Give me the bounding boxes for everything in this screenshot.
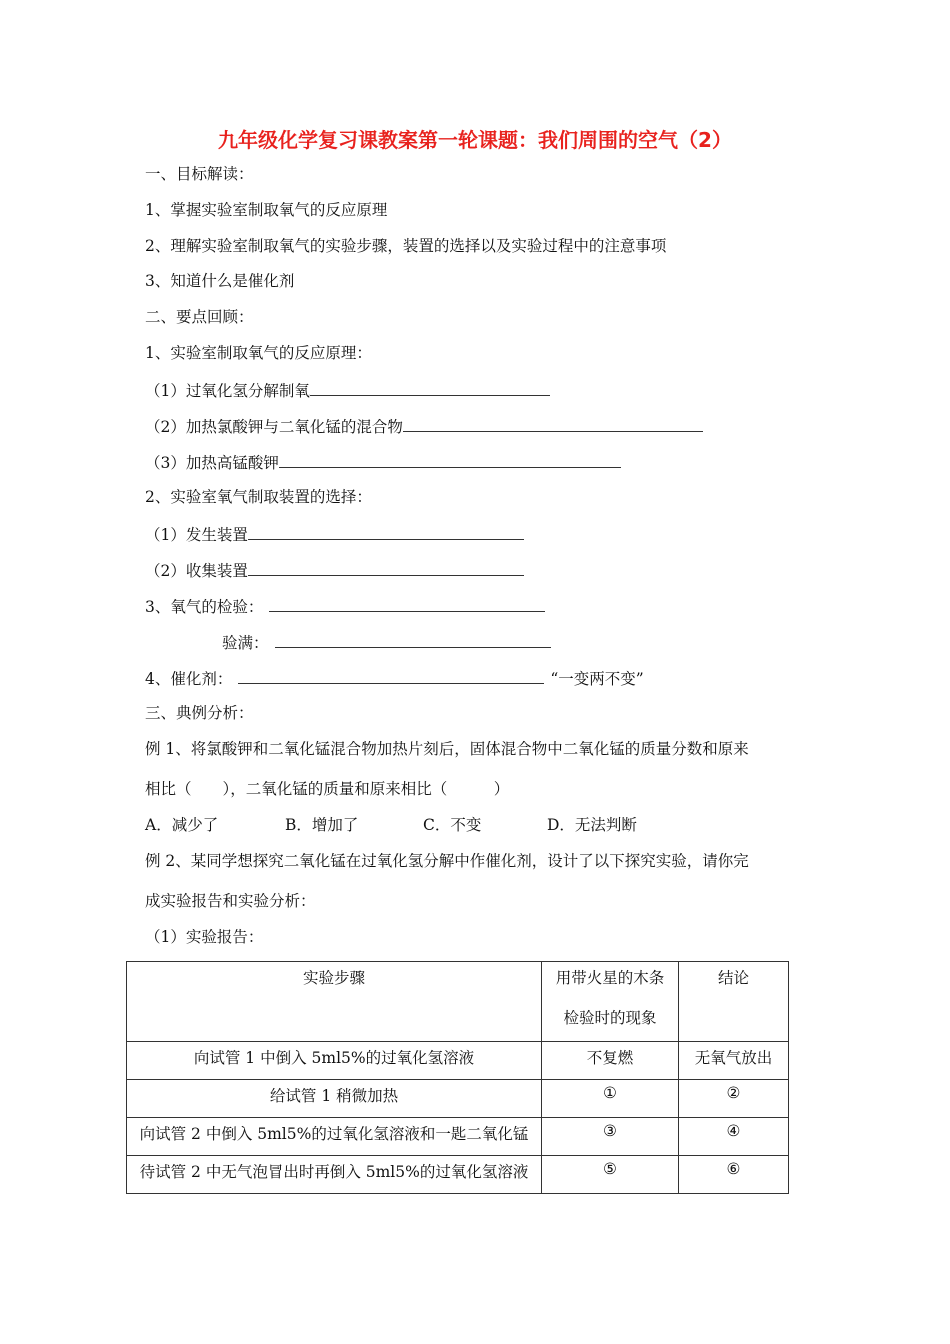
table-row — [127, 1080, 789, 1118]
section-heading-goals: 一、目标解读： — [145, 165, 254, 183]
option-b: B．增加了 — [285, 816, 359, 834]
header-phenomenon-line1: 用带火星的木条 — [555, 969, 665, 987]
example-2-text-cont: 成实验报告和实验分析： — [145, 892, 316, 910]
option-a: A．减少了 — [145, 816, 219, 834]
review-item-2a-label: （1）发生装置 — [145, 526, 248, 544]
section-heading-examples: 三、典例分析： — [145, 704, 254, 722]
experiment-report-table — [126, 961, 789, 1194]
review-item-3b-label: 验满： — [222, 634, 269, 652]
review-item-1a — [145, 379, 550, 401]
review-item-2: 2、实验室氧气制取装置的选择： — [145, 488, 372, 506]
row-conclusion[interactable]: ⑥ — [679, 1156, 789, 1194]
review-item-1a-label: （1）过氧化氢分解制氧 — [145, 382, 310, 400]
review-item-1: 1、实验室制取氧气的反应原理： — [145, 344, 372, 362]
row-phenomenon[interactable]: ① — [542, 1080, 679, 1118]
table-row — [127, 1118, 789, 1156]
answer-blank[interactable] — [238, 667, 544, 684]
review-item-2a — [145, 523, 524, 545]
goal-item-2: 2、理解实验室制取氧气的实验步骤，装置的选择以及实验过程中的注意事项 — [145, 237, 667, 255]
header-conclusion: 结论 — [679, 962, 789, 1042]
page-title: 九年级化学复习课教案第一轮课题：我们周围的空气（2） — [218, 128, 732, 152]
row-step: 向试管 2 中倒入 5ml5%的过氧化氢溶液和一匙二氧化锰 — [127, 1118, 542, 1156]
review-item-3-label: 3、氧气的检验： — [145, 598, 264, 616]
option-d: D．无法判断 — [547, 816, 637, 834]
row-step: 给试管 1 稍微加热 — [127, 1080, 542, 1118]
answer-blank[interactable] — [279, 451, 621, 468]
review-item-4 — [145, 667, 644, 689]
header-steps: 实验步骤 — [127, 962, 542, 1042]
example-1-text-cont: 相比（ ），二氧化锰的质量和原来相比（ ） — [145, 780, 510, 798]
row-phenomenon: 不复燃 — [542, 1042, 679, 1080]
example-2-text: 例 2、某同学想探究二氧化锰在过氧化氢分解中作催化剂，设计了以下探究实验，请你完 — [145, 852, 749, 870]
option-c: C．不变 — [423, 816, 482, 834]
review-item-3 — [145, 595, 545, 617]
report-label: （1）实验报告： — [145, 928, 264, 946]
section-heading-review: 二、要点回顾： — [145, 308, 254, 326]
answer-blank[interactable] — [248, 523, 524, 540]
answer-blank[interactable] — [403, 415, 703, 432]
review-item-2b — [145, 559, 524, 581]
review-item-2b-label: （2）收集装置 — [145, 562, 248, 580]
row-phenomenon[interactable]: ⑤ — [542, 1156, 679, 1194]
row-conclusion: 无氧气放出 — [679, 1042, 789, 1080]
row-conclusion[interactable]: ② — [679, 1080, 789, 1118]
review-item-1b-label: （2）加热氯酸钾与二氧化锰的混合物 — [145, 418, 403, 436]
row-conclusion[interactable]: ④ — [679, 1118, 789, 1156]
review-item-1c — [145, 451, 621, 473]
answer-blank[interactable] — [310, 379, 550, 396]
row-step: 向试管 1 中倒入 5ml5%的过氧化氢溶液 — [127, 1042, 542, 1080]
review-item-1c-label: （3）加热高锰酸钾 — [145, 454, 279, 472]
answer-blank[interactable] — [269, 595, 545, 612]
goal-item-1: 1、掌握实验室制取氧气的反应原理 — [145, 201, 388, 219]
header-phenomenon — [542, 962, 679, 1042]
answer-blank[interactable] — [248, 559, 524, 576]
table-row — [127, 1042, 789, 1080]
review-item-3b — [222, 631, 551, 653]
example-1-options — [145, 815, 637, 835]
header-phenomenon-line2: 检验时的现象 — [563, 1009, 657, 1027]
table-row — [127, 1156, 789, 1194]
answer-blank[interactable] — [275, 631, 551, 648]
review-item-1b — [145, 415, 703, 437]
review-item-4-tail: “一变两不变” — [550, 670, 644, 688]
row-phenomenon[interactable]: ③ — [542, 1118, 679, 1156]
table-header-row — [127, 962, 789, 1042]
row-step: 待试管 2 中无气泡冒出时再倒入 5ml5%的过氧化氢溶液 — [127, 1156, 542, 1194]
review-item-4-label: 4、催化剂： — [145, 670, 233, 688]
goal-item-3: 3、知道什么是催化剂 — [145, 272, 295, 290]
example-1-text: 例 1、将氯酸钾和二氧化锰混合物加热片刻后，固体混合物中二氧化锰的质量分数和原来 — [145, 740, 749, 758]
